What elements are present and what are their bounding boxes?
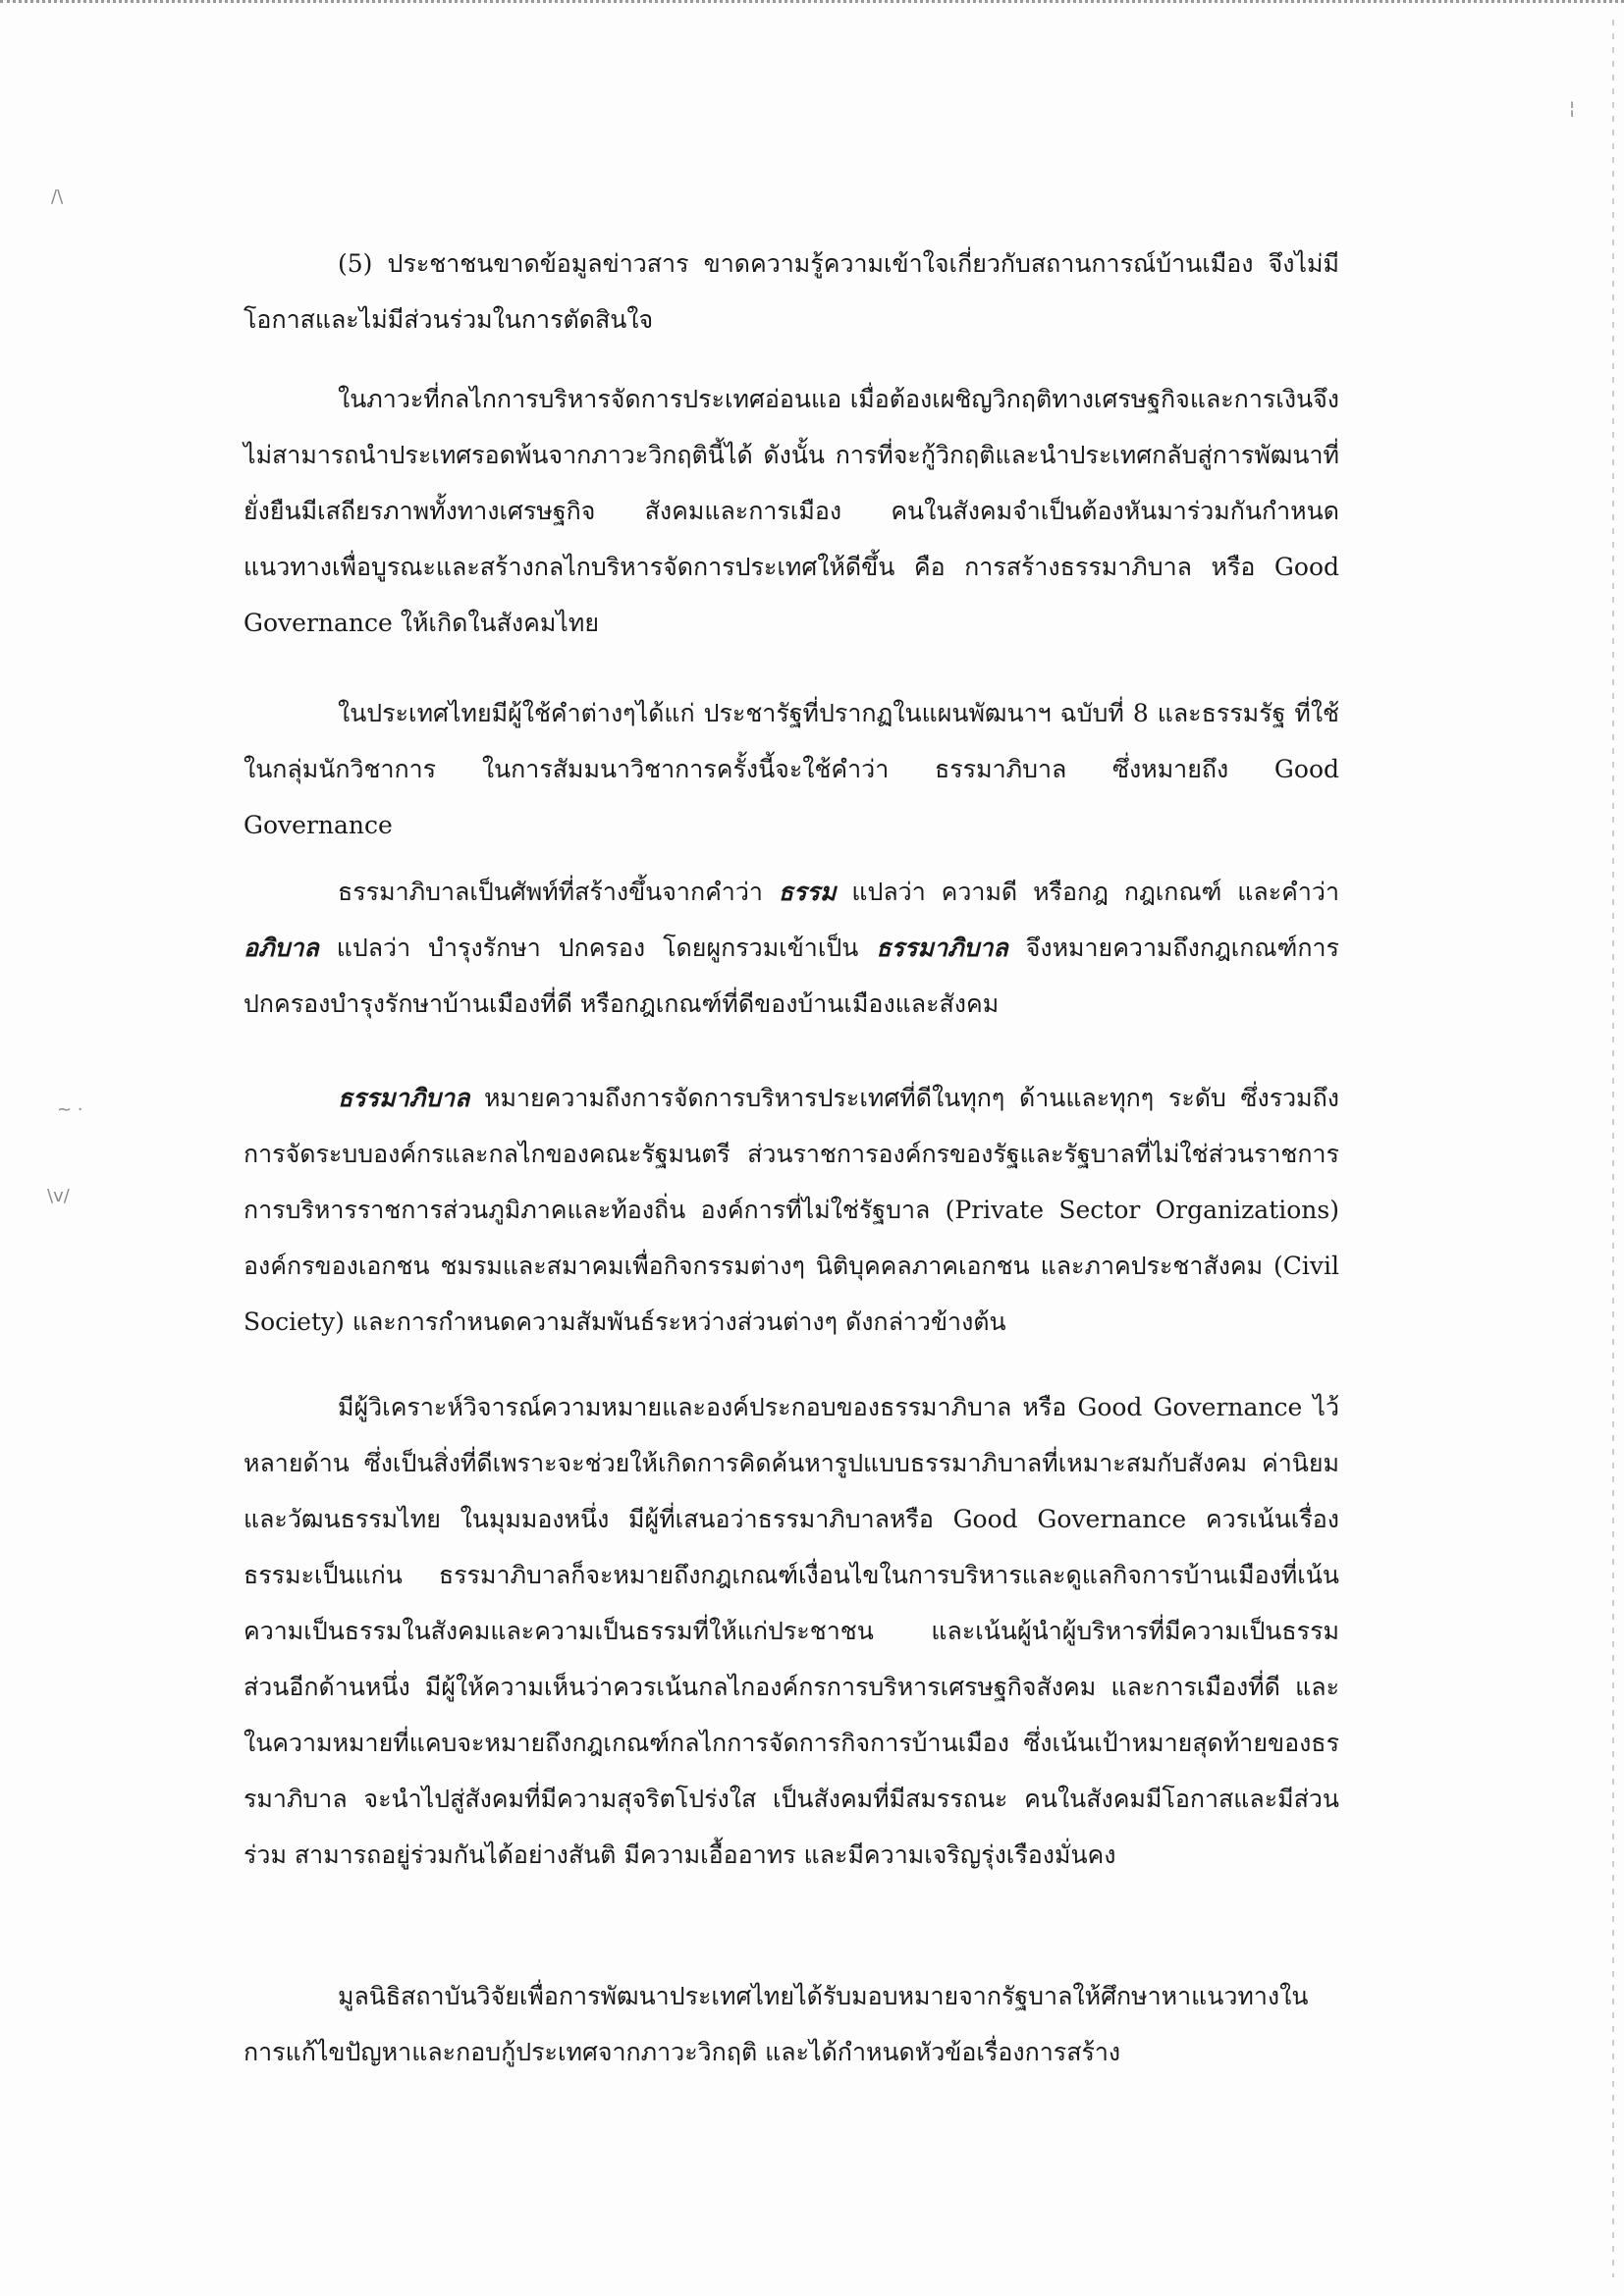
paragraph-4 (244, 864, 1339, 1032)
paragraph-5-text: หมายความถึงการจัดการบริหารประเทศที่ดีในทุกๆ ด้านและทุกๆ ระดับ ซึ่งรวมถึงการจัดระบบองค์กรและกลไกของคณะรัฐมนตรี ส่วนราชการองค์กรของรัฐและรัฐบาลที่ไม่ใช่ส่วนราชการ การบริหารราชการส่วนภูมิภาคและท้องถิ่น องค์การที่ไม่ใช่รัฐบาล (Private Sector Organizations) องค์กรของเอกชน ชมรมและสมาคมเพื่อกิจกรรมต่างๆ นิติบุคคลภาคเอกชน และภาคประชาสังคม (Civil Society) และการกำหนดความสัมพันธ์ระหว่างส่วนต่างๆ ดังกล่าวข้างต้น (244, 1084, 1339, 1336)
paragraph-2: ในภาวะที่กลไกการบริหารจัดการประเทศอ่อนแอ เมื่อต้องเผชิญวิกฤติทางเศรษฐกิจและการเงินจึงไม่สามารถนำประเทศรอดพ้นจากภาวะวิกฤตินี้ได้ ดังนั้น การที่จะกู้วิกฤติและนำประเทศกลับสู่การพัฒนาที่ยั่งยืนมีเสถียรภาพทั้งทางเศรษฐกิจ สังคมและการเมือง คนในสังคมจำเป็นต้องหันมาร่วมกันกำหนดแนวทางเพื่อบูรณะและสร้างกลไกบริหารจัดการประเทศให้ดีขึ้น คือ การสร้างธรรมาภิบาล หรือ Good Governance ให้เกิดในสังคมไทย (244, 385, 1339, 637)
scan-speck: ~ · (57, 1099, 83, 1120)
paragraph-7: มูลนิธิสถาบันวิจัยเพื่อการพัฒนาประเทศไทยได้รับมอบหมายจากรัฐบาลให้ศึกษาหาแนวทางในการแก้ไขปัญหาและกอบกู้ประเทศจากภาวะวิกฤติ และได้กำหนดหัวข้อเรื่องการสร้าง (244, 1982, 1309, 2066)
term-thammaphiban: ธรรมาภิบาล (338, 1084, 470, 1112)
term-aphibal: อภิบาล (244, 934, 319, 962)
scan-right-edge (1612, 20, 1614, 2277)
term-dhamma: ธรรม (778, 878, 837, 906)
paragraph-5 (244, 1070, 1339, 1350)
paragraph-3: ในประเทศไทยมีผู้ใช้คำต่างๆได้แก่ ประชารัฐที่ปรากฏในแผนพัฒนาฯ ฉบับที่ 8 และธรรมรัฐ ที่ใช้ในกลุ่มนักวิชาการ ในการสัมมนาวิชาการครั้งนี้จะใช้คำว่า ธรรมาภิบาล ซึ่งหมายถึง Good Governance (244, 699, 1339, 839)
paragraph-4-text: แปลว่า บำรุงรักษา ปกครอง โดยผูกรวมเข้าเป็น (318, 934, 877, 962)
paragraph-4-text: แปลว่า ความดี หรือกฎ กฎเกณฑ์ และคำว่า (836, 878, 1339, 906)
scan-top-edge (0, 0, 1624, 14)
scan-speck: ¦ (1569, 98, 1576, 119)
paragraph-4-text: ธรรมาภิบาลเป็นศัพท์ที่สร้างขึ้นจากคำว่า (338, 878, 779, 906)
term-thammaphiban: ธรรมาภิบาล (876, 934, 1008, 962)
paragraph-6: มีผู้วิเคราะห์วิจารณ์ความหมายและองค์ประกอบของธรรมาภิบาล หรือ Good Governance ไว้หลายด้าน ซึ่งเป็นสิ่งที่ดีเพราะจะช่วยให้เกิดการคิดค้นหารูปแบบธรรมาภิบาลที่เหมาะสมกับสังคม ค่านิยม และวัฒนธรรมไทย ในมุมมองหนึ่ง มีผู้ที่เสนอว่าธรรมาภิบาลหรือ Good Governance ควรเน้นเรื่องธรรมะเป็นแก่น ธรรมาภิบาลก็จะหมายถึงกฎเกณฑ์เงื่อนไขในการบริหารและดูแลกิจการบ้านเมืองที่เน้นความเป็นธรรมในสังคมและความเป็นธรรมที่ให้แก่ประชาชน และเน้นผู้นำผู้บริหารที่มีความเป็นธรรม ส่วนอีกด้านหนึ่ง มีผู้ให้ความเห็นว่าควรเน้นกลไกองค์กรการบริหารเศรษฐกิจสังคม และการเมืองที่ดี และในความหมายที่แคบจะหมายถึงกฎเกณฑ์กลไกการจัดการกิจการบ้านเมือง ซึ่งเน้นเป้าหมายสุดท้ายของธรรมาภิบาล จะนำไปสู่สังคมที่มีความสุจริตโปร่งใส เป็นสังคมที่มีสมรรถนะ คนในสังคมมีโอกาสและมีส่วนร่วม สามารถอยู่ร่วมกันได้อย่างสันติ มีความเอื้ออาทร และมีความเจริญรุ่งเรืองมั่นคง (244, 1393, 1339, 1869)
paragraph-4-text: จึงหมายความถึงกฎเกณฑ์การปกครองบำรุงรักษาบ้านเมืองที่ดี หรือกฎเกณฑ์ที่ดีของบ้านเมืองและสังคม (244, 934, 1339, 1018)
paragraph-1: (5) ประชาชนขาดข้อมูลข่าวสาร ขาดความรู้ความเข้าใจเกี่ยวกับสถานการณ์บ้านเมือง จึงไม่มีโอกาสและไม่มีส่วนร่วมในการตัดสินใจ (244, 249, 1339, 334)
scan-speck: /\ (51, 187, 64, 207)
scan-speck: \v/ (47, 1186, 70, 1206)
